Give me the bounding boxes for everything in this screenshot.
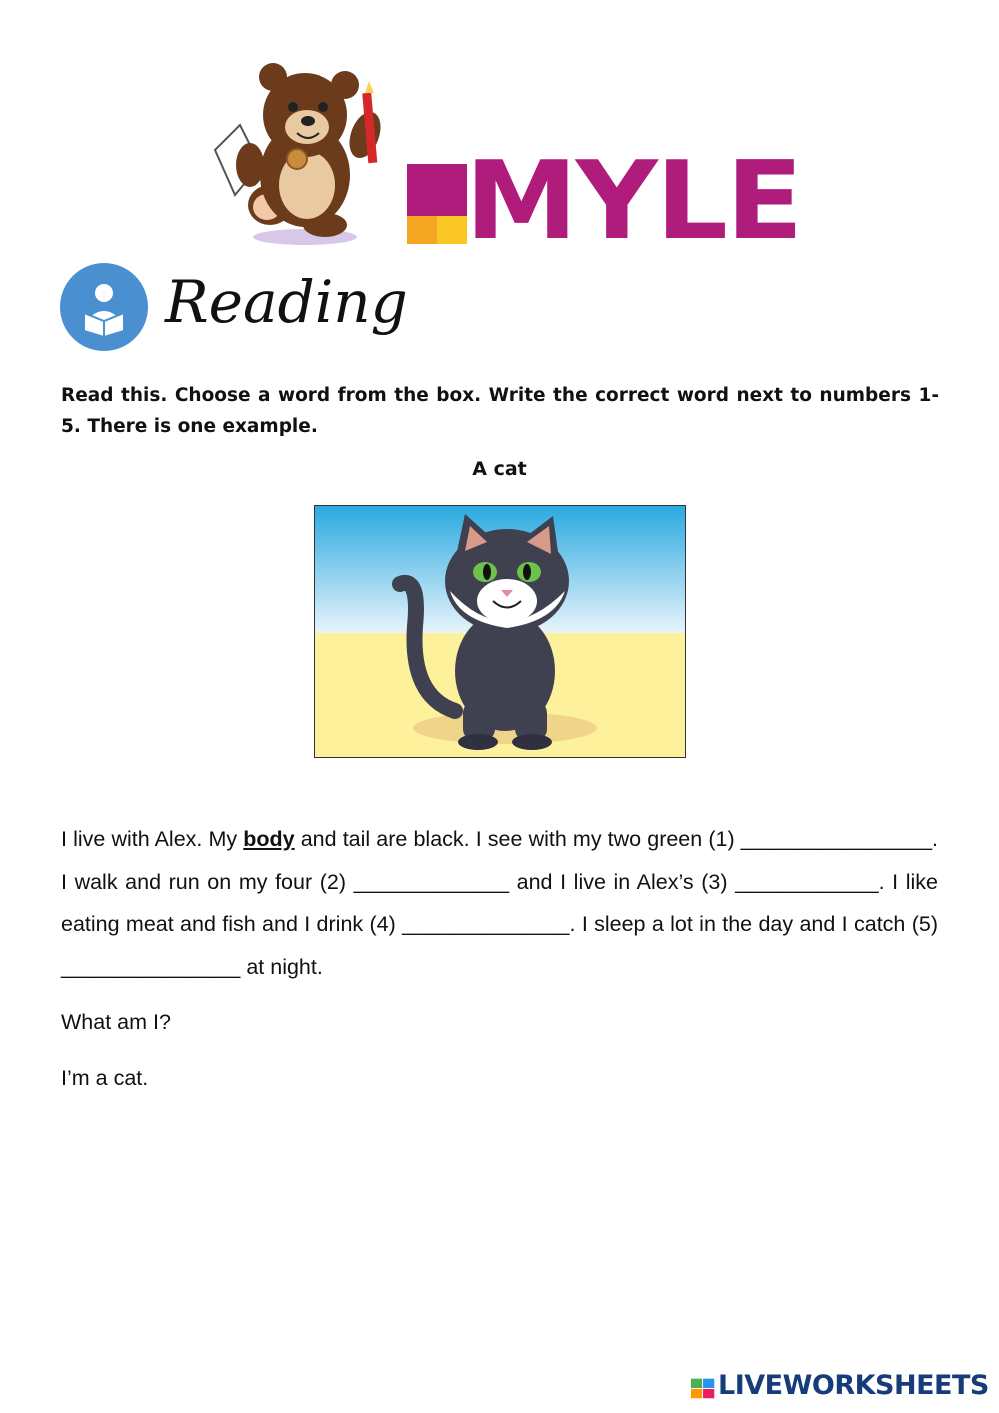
instructions: Read this. Choose a word from the box. Write the correct word next to numbers 1-5. There is one example. (61, 385, 939, 437)
story-title: A cat (472, 458, 527, 480)
cat-illustration (314, 505, 686, 758)
story-paragraph (61, 818, 938, 988)
myle-logo-text: MYLE (465, 139, 802, 264)
cat-picture-icon (315, 506, 685, 757)
story-intro: I live with Alex. My (61, 827, 244, 851)
story-answer: I’m a cat. (61, 1066, 149, 1090)
bear-mascot-icon (205, 55, 405, 250)
liveworksheets-logo-icon (690, 1372, 718, 1404)
reading-book-icon (60, 263, 148, 351)
example-word: body (243, 827, 295, 851)
footer-brand: LIVEWORKSHEETS (718, 1370, 989, 1401)
story-question: What am I? (61, 1010, 171, 1034)
story-body: and tail are black. I see with my two green (1) ________________. I walk and run on my four (2) _____________ and I live in Alex’s (3) ____________. I like eating meat and fish and I drink (4) ______________. I sleep a lot in the day and I catch (5) _______________ at night. (61, 827, 938, 979)
section-title: Reading (165, 268, 408, 336)
